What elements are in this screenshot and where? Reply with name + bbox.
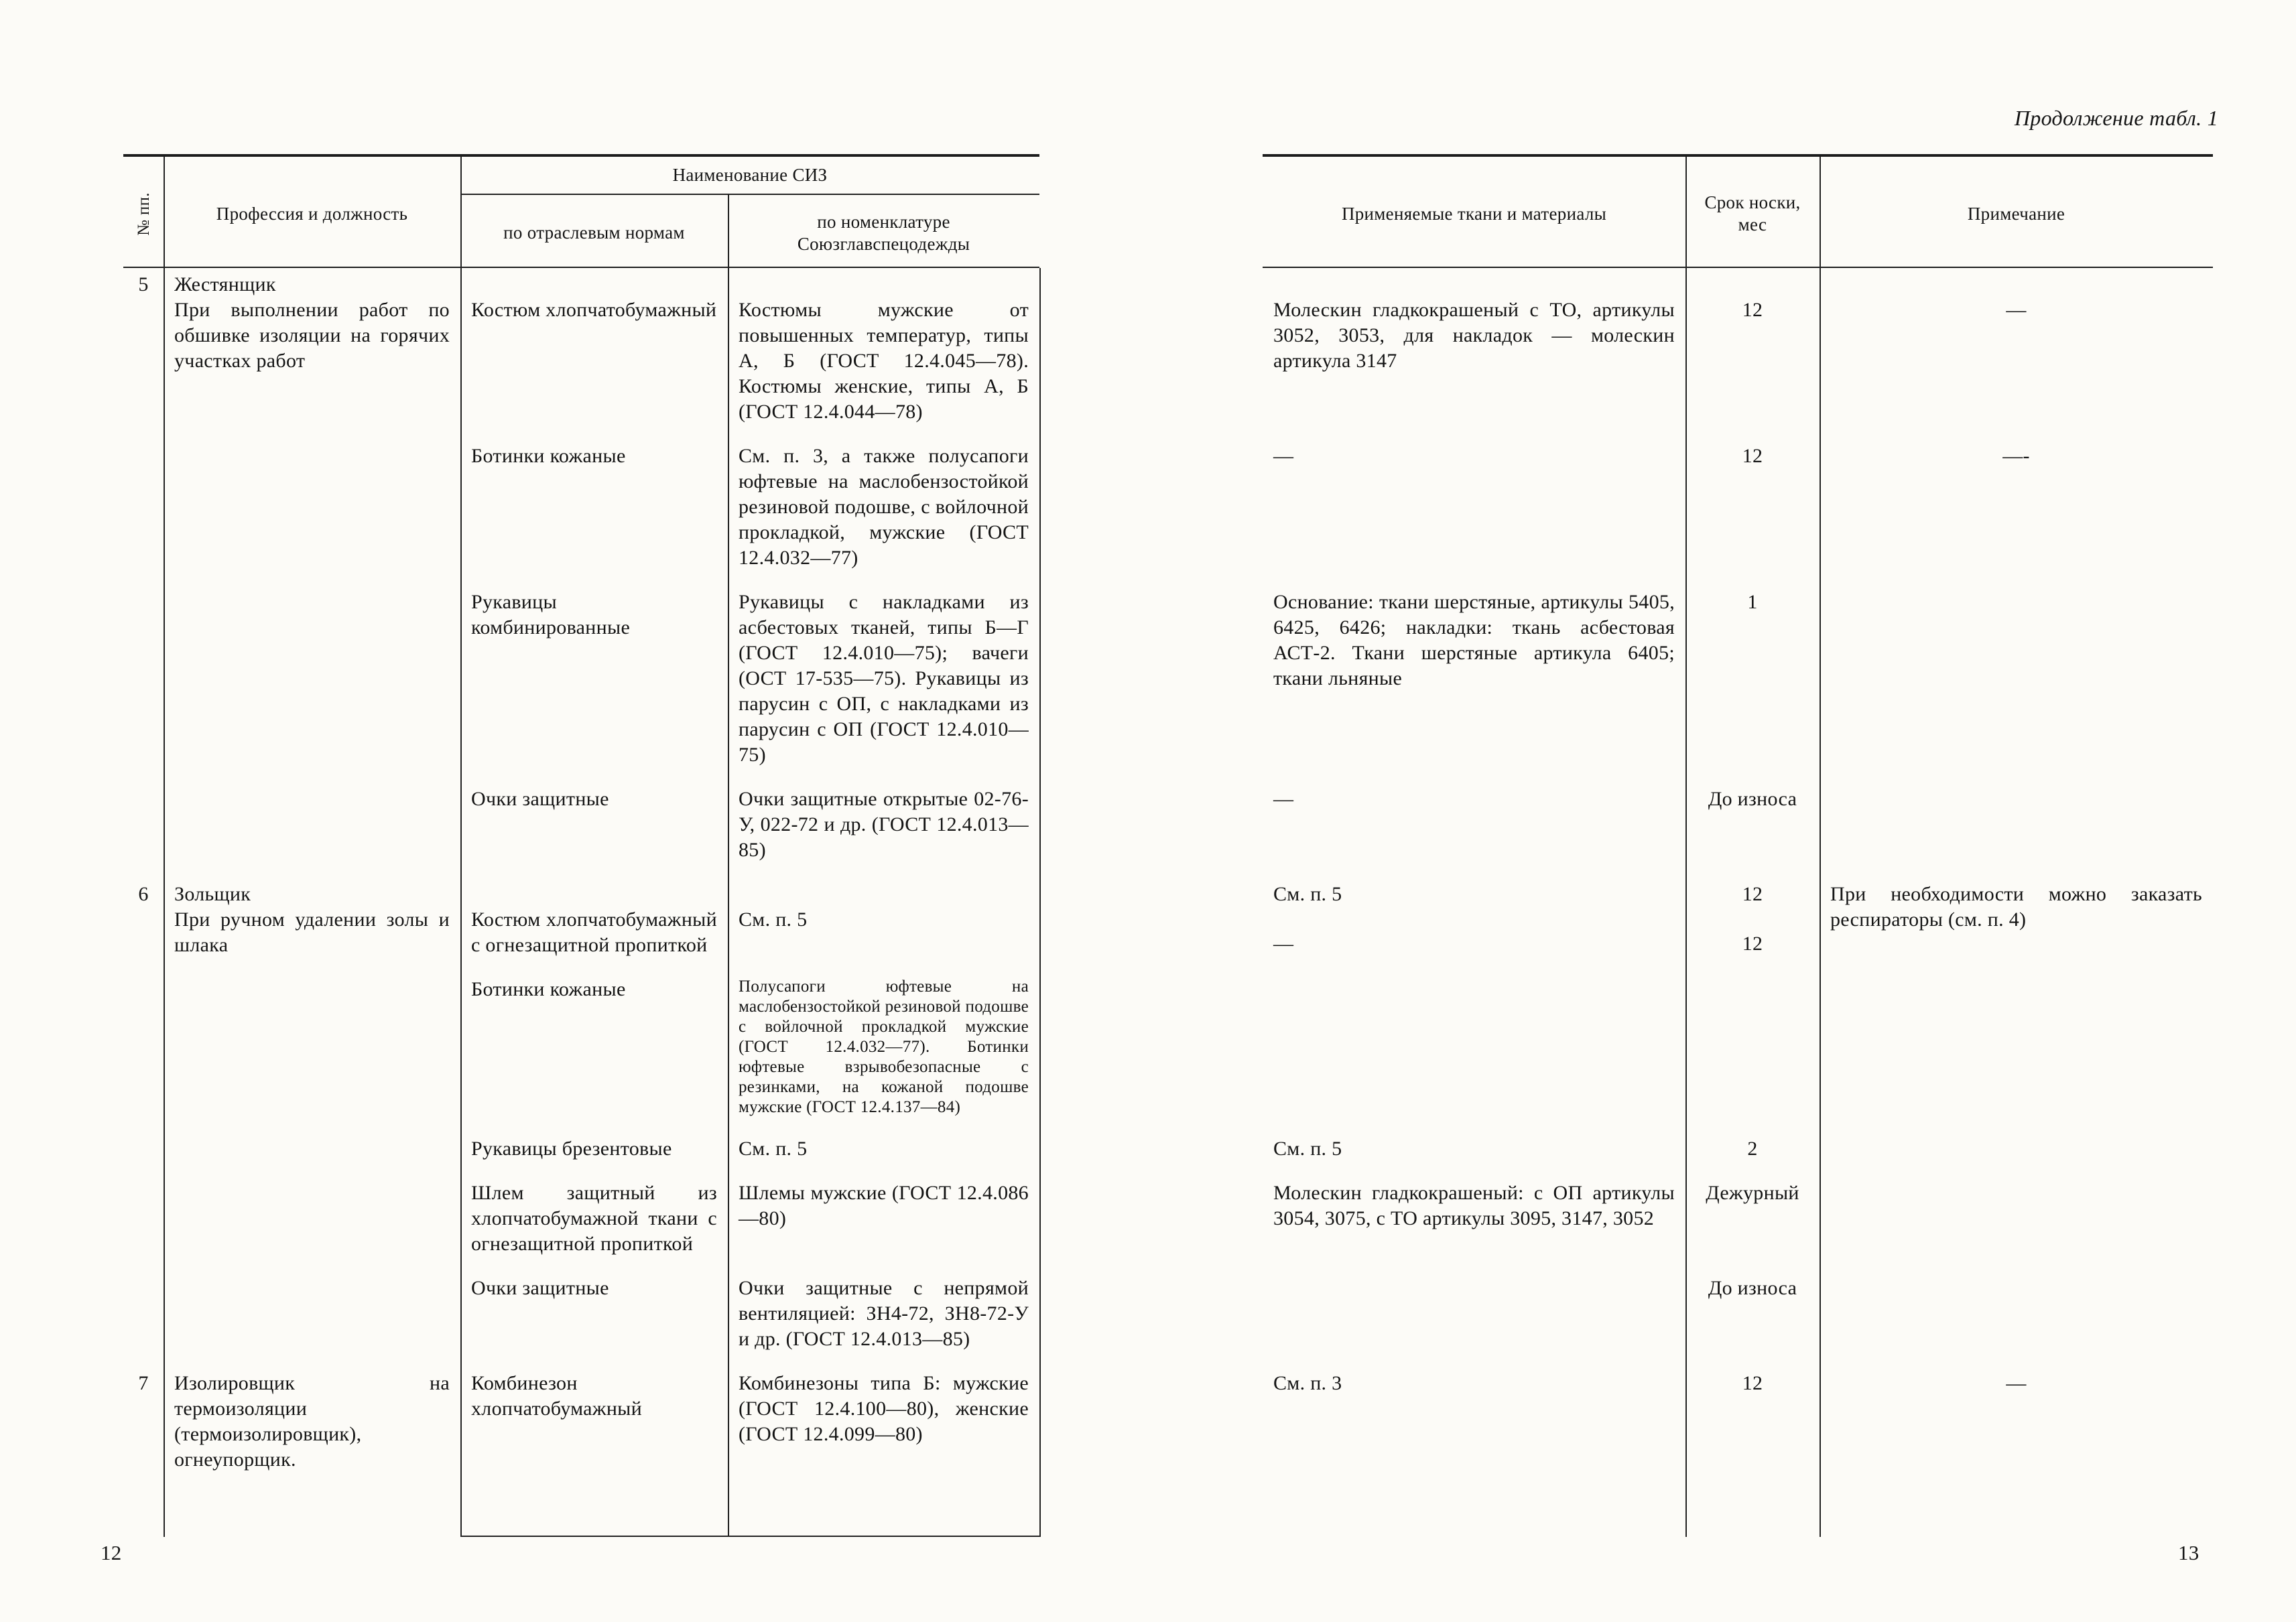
note-cell: — — [2006, 1372, 2027, 1394]
siz-nomenclature-cell: См. п. 5 — [739, 1138, 808, 1160]
siz-nomenclature-cell: Полусапоги юфтевые на маслобензостойкой резиновой подошве с войлочной прокладкой мужские (ГОСТ 12.4.032—77). Ботинки юфтевые взрывобезопасные с резинками, на кожаной подошве мужские (ГОСТ 12.4.137—84) — [739, 977, 1029, 1116]
row-number: 6 — [138, 883, 149, 905]
profession-title: Жестянщик — [174, 273, 276, 295]
rule — [460, 1536, 1039, 1537]
wear-term-cell: Дежурный — [1706, 1182, 1799, 1204]
row-number: 7 — [138, 1372, 149, 1394]
table-body — [123, 268, 2213, 1487]
siz-norm-cell: Комбинезон хлопчатобумажный — [471, 1372, 642, 1420]
right-table-header — [1263, 154, 2213, 268]
materials-cell: Молескин гладкокрашеный: с ОП артикулы 3054, 3075, с ТО артикулы 3095, 3147, 3052 — [1273, 1182, 1675, 1229]
profession-description: При ручном удалении золы и шлака — [174, 908, 450, 956]
header-cell-norm — [460, 195, 728, 271]
siz-norm-cell: Ботинки кожаные — [471, 445, 626, 467]
header-cell-materials — [1263, 157, 1685, 271]
header-term-label-line2: мес — [1738, 214, 1767, 234]
wear-term-cell: 2 — [1747, 1138, 1758, 1160]
materials-entry: См. п. 5 — [1273, 883, 1342, 905]
header-profession-label: Профессия и должность — [216, 203, 408, 224]
header-cell-number — [123, 157, 164, 271]
materials-cell: — — [1273, 788, 1294, 810]
header-cell-profession — [164, 157, 460, 271]
materials-cell — [1263, 878, 1685, 973]
wear-term-entry: 12 — [1742, 883, 1763, 905]
siz-norm-cell: Костюм хлопчатобумажный с огнезащитной пропиткой — [471, 908, 717, 956]
siz-nomenclature-cell: Рукавицы с накладками из асбестовых тканей, типы Б—Г (ГОСТ 12.4.010—75); вачеги (ОСТ 17-535—75). Рукавицы из парусин с ОП, с накладками из парусин с ОП (ГОСТ 12.4.010—75) — [739, 591, 1029, 766]
materials-cell: — — [1273, 445, 1294, 467]
wear-term-cell: До износа — [1708, 788, 1797, 810]
header-cell-term — [1685, 157, 1820, 271]
siz-norm-cell: Ботинки кожаные — [471, 978, 626, 1000]
header-siz-group-label: Наименование СИЗ — [672, 165, 828, 185]
siz-nomenclature-cell: Очки защитные с непрямой вентиляцией: ЗН4-72, ЗН8-72-У и др. (ГОСТ 12.4.013—85) — [739, 1277, 1029, 1350]
table-continuation-caption: Продолжение табл. 1 — [2014, 106, 2218, 130]
siz-nomenclature-cell: См. п. 5 — [739, 908, 808, 931]
siz-norm-cell: Рукавицы брезентовые — [471, 1138, 672, 1160]
siz-nomenclature-cell: Шлемы мужские (ГОСТ 12.4.086—80) — [739, 1182, 1029, 1229]
materials-cell: См. п. 5 — [1273, 1138, 1342, 1160]
wear-term-cell: 12 — [1742, 445, 1763, 467]
header-cell-siz-group — [460, 157, 1039, 194]
note-cell: — — [2006, 299, 2027, 321]
wear-term-cell: 1 — [1747, 591, 1758, 613]
wear-term-cell: До износа — [1708, 1277, 1797, 1299]
profession-cell — [164, 268, 460, 878]
siz-norm-cell: Костюм хлопчатобумажный — [471, 299, 717, 321]
header-cell-note — [1820, 157, 2213, 271]
siz-nomenclature-cell: Очки защитные открытые 02-76-У, 022-72 и др. (ГОСТ 12.4.013—85) — [739, 788, 1029, 861]
header-cell-nomenclature — [728, 195, 1039, 271]
note-cell: При необходимости можно заказать респираторы (см. п. 4) — [1830, 883, 2202, 931]
wear-term-cell — [1685, 878, 1820, 973]
siz-norm-cell: Очки защитные — [471, 1277, 609, 1299]
materials-cell: См. п. 3 — [1273, 1372, 1342, 1394]
header-norm-label: по отраслевым нормам — [503, 222, 685, 243]
siz-nomenclature-cell: Костюмы мужские от повышенных температур, типы А, Б (ГОСТ 12.4.045—78). Костюмы женские, типы А, Б (ГОСТ 12.4.044—78) — [739, 299, 1029, 423]
profession-cell — [164, 1367, 460, 1487]
row-number: 5 — [138, 273, 149, 295]
header-note-label: Примечание — [1967, 203, 2065, 224]
profession-title: Изолировщик на термоизоляции (термоизолировщик), огнеупорщик. — [174, 1372, 450, 1471]
materials-cell: Молескин гладкокрашеный с ТО, артикулы 3052, 3053, для накладок — молескин артикула 3147 — [1273, 299, 1675, 372]
profession-cell — [164, 878, 460, 1367]
siz-norm-cell: Шлем защитный из хлопчатобумажной ткани с огнезащитной пропиткой — [471, 1182, 717, 1255]
profession-description: При выполнении работ по обшивке изоляции на горячих участках работ — [174, 299, 450, 372]
materials-entry: — — [1273, 933, 1294, 955]
siz-norm-cell: Рукавицы комбинированные — [471, 591, 631, 638]
header-nomenclature-label: по номенклатуре Союзглавспецодежды — [797, 211, 970, 254]
siz-nomenclature-cell: Комбинезоны типа Б: мужские (ГОСТ 12.4.100—80), женские (ГОСТ 12.4.099—80) — [739, 1372, 1029, 1445]
profession-title: Зольщик — [174, 883, 251, 905]
siz-norm-cell: Очки защитные — [471, 788, 609, 810]
siz-nomenclature-cell: См. п. 3, а также полусапоги юфтевые на маслобензостойкой резиновой подошве, с войлочной прокладкой, мужские (ГОСТ 12.4.032—77) — [739, 445, 1029, 569]
materials-cell: Основание: ткани шерстяные, артикулы 5405, 6425, 6426; накладки: ткань асбестовая АСТ-2. Ткани шерстяные артикула 6405; ткани льняные — [1273, 591, 1675, 689]
page-number-left: 12 — [101, 1541, 122, 1564]
note-cell: —- — [2002, 445, 2030, 467]
header-materials-label: Применяемые ткани и материалы — [1341, 203, 1607, 224]
left-table-header — [123, 154, 1039, 268]
page-number-right: 13 — [2178, 1541, 2199, 1564]
header-term-label-line1: Срок носки, — [1704, 192, 1801, 212]
header-number-label: № пп. — [134, 192, 153, 236]
wear-term-entry: 12 — [1742, 933, 1763, 955]
wear-term-cell: 12 — [1742, 299, 1763, 321]
wear-term-cell: 12 — [1742, 1372, 1763, 1394]
